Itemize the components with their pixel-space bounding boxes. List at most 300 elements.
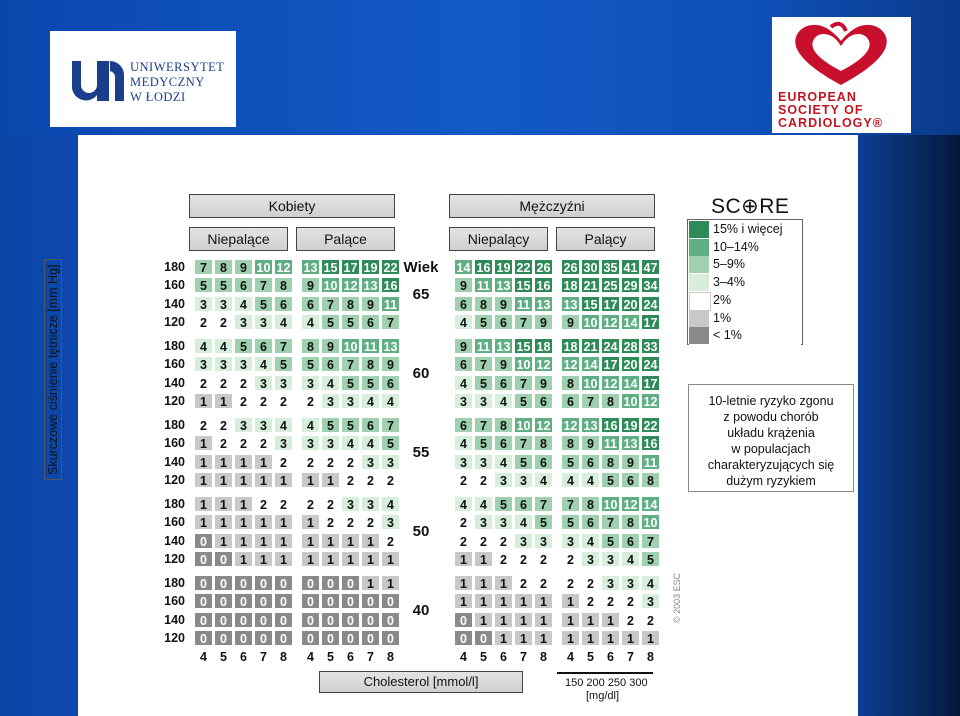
risk-cell: 0 [361, 630, 380, 646]
risk-cell: 13 [561, 296, 580, 312]
cholesterol-tick: 8 [387, 650, 394, 664]
risk-cell: 2 [474, 472, 493, 488]
cholesterol-tick: 8 [540, 650, 547, 664]
risk-note: 10-letnie ryzyko zgonu z powodu chorób układu krążenia w populacjach charakteryzujących się dużym ryzykiem [688, 384, 854, 492]
risk-cell: 1 [254, 514, 273, 530]
risk-cell: 8 [601, 393, 620, 409]
risk-cell: 0 [381, 612, 400, 628]
legend-swatch [689, 310, 709, 327]
risk-cell: 7 [274, 338, 293, 354]
esc-logo [772, 17, 911, 133]
legend-label: 2% [713, 292, 732, 307]
risk-cell: 33 [641, 338, 660, 354]
risk-cell: 0 [341, 612, 360, 628]
risk-cell: 2 [341, 472, 360, 488]
risk-cell: 14 [621, 375, 640, 391]
sbp-label: 160 [164, 278, 185, 293]
risk-cell: 4 [514, 514, 533, 530]
risk-cell: 5 [601, 472, 620, 488]
cholesterol-tick: 7 [260, 650, 267, 664]
risk-cell: 16 [381, 277, 400, 293]
risk-cell: 5 [301, 356, 320, 372]
risk-cell: 2 [274, 393, 293, 409]
sbp-label: 140 [164, 296, 185, 311]
risk-cell: 1 [474, 612, 493, 628]
legend-item [689, 292, 801, 310]
risk-cell: 2 [214, 314, 233, 330]
risk-cell: 2 [194, 417, 213, 433]
risk-cell: 3 [381, 454, 400, 470]
risk-cell: 1 [361, 575, 380, 591]
risk-cell: 9 [534, 375, 553, 391]
risk-cell: 3 [621, 575, 640, 591]
risk-cell: 6 [534, 454, 553, 470]
risk-cell: 1 [494, 630, 513, 646]
risk-cell: 3 [601, 575, 620, 591]
risk-cell: 6 [454, 296, 473, 312]
risk-cell: 3 [641, 593, 660, 609]
legend [687, 219, 803, 345]
risk-cell: 2 [234, 375, 253, 391]
risk-cell: 5 [194, 277, 213, 293]
risk-cell: 10 [581, 314, 600, 330]
risk-cell: 10 [514, 356, 533, 372]
risk-cell: 2 [474, 533, 493, 549]
y-axis-label: Skurczowe ciśnienie tętnicze [mm Hg] [44, 260, 62, 481]
risk-cell: 3 [234, 314, 253, 330]
risk-cell: 1 [274, 514, 293, 530]
risk-cell: 2 [301, 496, 320, 512]
risk-cell: 4 [534, 472, 553, 488]
risk-cell: 1 [194, 435, 213, 451]
legend-label: 5–9% [713, 257, 745, 272]
risk-cell: 10 [514, 417, 533, 433]
risk-cell: 13 [361, 277, 380, 293]
cholesterol-tick: 7 [367, 650, 374, 664]
sbp-label: 140 [164, 533, 185, 548]
risk-cell: 9 [321, 338, 340, 354]
risk-cell: 6 [301, 296, 320, 312]
risk-cell: 12 [601, 375, 620, 391]
risk-cell: 0 [341, 593, 360, 609]
risk-cell: 5 [361, 375, 380, 391]
risk-cell: 3 [494, 514, 513, 530]
risk-cell: 8 [641, 472, 660, 488]
sbp-label: 120 [164, 393, 185, 408]
risk-cell: 0 [194, 630, 213, 646]
risk-cell: 1 [321, 533, 340, 549]
risk-cell: 30 [581, 259, 600, 275]
risk-cell: 1 [214, 514, 233, 530]
risk-cell: 6 [454, 356, 473, 372]
risk-cell: 1 [234, 551, 253, 567]
risk-cell: 1 [561, 593, 580, 609]
risk-cell: 0 [194, 551, 213, 567]
risk-cell: 4 [234, 296, 253, 312]
mgdl-scale-line [557, 672, 653, 674]
risk-cell: 25 [601, 277, 620, 293]
risk-cell: 5 [214, 277, 233, 293]
risk-cell: 1 [454, 551, 473, 567]
cholesterol-tick: 7 [520, 650, 527, 664]
cholesterol-tick: 6 [347, 650, 354, 664]
risk-cell: 15 [514, 338, 533, 354]
risk-cell: 0 [254, 575, 273, 591]
risk-cell: 5 [474, 375, 493, 391]
risk-cell: 3 [361, 496, 380, 512]
risk-cell: 14 [621, 314, 640, 330]
risk-cell: 0 [301, 593, 320, 609]
risk-cell: 1 [534, 612, 553, 628]
risk-cell: 2 [641, 612, 660, 628]
risk-cell: 7 [321, 296, 340, 312]
risk-cell: 2 [581, 593, 600, 609]
sbp-label: 180 [164, 339, 185, 353]
risk-cell: 0 [474, 630, 493, 646]
risk-cell: 12 [641, 393, 660, 409]
risk-cell: 26 [561, 259, 580, 275]
risk-cell: 1 [641, 630, 660, 646]
risk-cell: 2 [274, 496, 293, 512]
age-label: 50 [412, 523, 430, 540]
risk-cell: 4 [641, 575, 660, 591]
risk-cell: 7 [641, 533, 660, 549]
risk-cell: 1 [214, 454, 233, 470]
sbp-label: 120 [164, 472, 185, 487]
cholesterol-tick: 4 [200, 650, 207, 664]
risk-cell: 0 [361, 593, 380, 609]
risk-cell: 2 [581, 575, 600, 591]
sub-women-nonsmoking: Niepalące [189, 227, 288, 251]
risk-cell: 0 [254, 612, 273, 628]
legend-label: 1% [713, 310, 732, 325]
legend-label: 15% i więcej [713, 222, 783, 236]
risk-cell: 3 [321, 393, 340, 409]
risk-cell: 2 [494, 533, 513, 549]
risk-cell: 8 [561, 435, 580, 451]
risk-cell: 3 [301, 375, 320, 391]
risk-cell: 0 [214, 630, 233, 646]
risk-cell: 0 [454, 612, 473, 628]
risk-cell: 1 [341, 533, 360, 549]
risk-cell: 3 [514, 472, 533, 488]
risk-cell: 7 [474, 417, 493, 433]
legend-swatch [689, 327, 709, 344]
risk-cell: 0 [194, 612, 213, 628]
risk-cell: 10 [321, 277, 340, 293]
risk-cell: 0 [274, 630, 293, 646]
risk-cell: 1 [601, 630, 620, 646]
risk-cell: 2 [561, 551, 580, 567]
risk-cell: 5 [474, 314, 493, 330]
risk-cell: 9 [494, 296, 513, 312]
risk-cell: 2 [341, 454, 360, 470]
risk-cell: 4 [454, 375, 473, 391]
risk-cell: 5 [341, 417, 360, 433]
risk-cell: 0 [214, 593, 233, 609]
sbp-label: 140 [164, 612, 185, 627]
sbp-label: 120 [164, 551, 185, 566]
risk-cell: 9 [581, 435, 600, 451]
legend-label: 10–14% [713, 239, 759, 254]
risk-cell: 7 [561, 496, 580, 512]
risk-cell: 8 [561, 375, 580, 391]
sbp-label: 180 [164, 260, 185, 274]
risk-cell: 9 [381, 356, 400, 372]
risk-cell: 6 [494, 314, 513, 330]
risk-cell: 4 [361, 435, 380, 451]
risk-cell: 3 [341, 393, 360, 409]
risk-cell: 13 [534, 296, 553, 312]
risk-cell: 1 [214, 533, 233, 549]
risk-cell: 6 [274, 296, 293, 312]
risk-cell: 6 [254, 338, 273, 354]
risk-cell: 9 [301, 277, 320, 293]
risk-cell: 5 [254, 296, 273, 312]
risk-cell: 5 [321, 314, 340, 330]
risk-cell: 3 [534, 533, 553, 549]
risk-cell: 21 [581, 277, 600, 293]
risk-cell: 4 [301, 417, 320, 433]
risk-cell: 1 [514, 612, 533, 628]
risk-cell: 3 [214, 356, 233, 372]
risk-cell: 1 [321, 551, 340, 567]
risk-cell: 47 [641, 259, 660, 275]
score-title: SC⊕RE [711, 195, 790, 218]
header-men: Mężczyźni [449, 194, 655, 218]
risk-cell: 3 [254, 314, 273, 330]
risk-cell: 4 [381, 393, 400, 409]
risk-cell: 2 [321, 496, 340, 512]
risk-cell: 1 [194, 393, 213, 409]
risk-cell: 2 [214, 435, 233, 451]
risk-cell: 4 [561, 472, 580, 488]
risk-cell: 2 [454, 533, 473, 549]
risk-cell: 5 [561, 454, 580, 470]
risk-cell: 4 [581, 472, 600, 488]
sbp-label: 120 [164, 630, 185, 645]
risk-cell: 1 [234, 496, 253, 512]
risk-cell: 13 [381, 338, 400, 354]
risk-cell: 4 [381, 496, 400, 512]
risk-cell: 3 [474, 454, 493, 470]
risk-cell: 18 [534, 338, 553, 354]
risk-cell: 1 [301, 472, 320, 488]
risk-cell: 9 [454, 277, 473, 293]
risk-cell: 1 [194, 454, 213, 470]
risk-cell: 3 [301, 435, 320, 451]
risk-cell: 3 [514, 533, 533, 549]
umed-logo-mark [70, 59, 126, 101]
risk-cell: 12 [621, 496, 640, 512]
legend-item [689, 221, 801, 239]
risk-cell: 1 [234, 533, 253, 549]
risk-cell: 19 [361, 259, 380, 275]
risk-cell: 0 [234, 575, 253, 591]
risk-cell: 8 [581, 496, 600, 512]
risk-cell: 11 [641, 454, 660, 470]
risk-cell: 5 [514, 393, 533, 409]
risk-cell: 7 [381, 417, 400, 433]
risk-cell: 1 [454, 593, 473, 609]
risk-cell: 5 [274, 356, 293, 372]
risk-cell: 12 [561, 417, 580, 433]
risk-cell: 3 [274, 435, 293, 451]
risk-cell: 16 [641, 435, 660, 451]
risk-cell: 15 [514, 277, 533, 293]
risk-cell: 13 [301, 259, 320, 275]
cholesterol-tick: 8 [280, 650, 287, 664]
risk-cell: 0 [254, 593, 273, 609]
risk-cell: 0 [234, 612, 253, 628]
risk-cell: 2 [301, 393, 320, 409]
risk-cell: 3 [234, 417, 253, 433]
risk-cell: 1 [514, 630, 533, 646]
risk-cell: 4 [581, 533, 600, 549]
risk-cell: 1 [381, 575, 400, 591]
risk-cell: 0 [274, 575, 293, 591]
risk-cell: 34 [641, 277, 660, 293]
risk-cell: 3 [361, 454, 380, 470]
risk-cell: 2 [494, 551, 513, 567]
risk-cell: 8 [361, 356, 380, 372]
sbp-label: 140 [164, 375, 185, 390]
risk-cell: 2 [361, 514, 380, 530]
risk-cell: 5 [561, 514, 580, 530]
risk-cell: 0 [454, 630, 473, 646]
risk-cell: 0 [194, 575, 213, 591]
risk-cell: 14 [454, 259, 473, 275]
risk-cell: 7 [514, 375, 533, 391]
risk-cell: 5 [514, 454, 533, 470]
risk-cell: 12 [341, 277, 360, 293]
risk-cell: 1 [194, 472, 213, 488]
risk-cell: 5 [341, 314, 360, 330]
sbp-label: 140 [164, 454, 185, 469]
risk-cell: 3 [381, 514, 400, 530]
risk-cell: 1 [254, 551, 273, 567]
risk-cell: 2 [194, 314, 213, 330]
risk-cell: 0 [214, 612, 233, 628]
risk-cell: 4 [321, 375, 340, 391]
risk-cell: 13 [581, 417, 600, 433]
risk-cell: 2 [214, 375, 233, 391]
risk-cell: 4 [454, 435, 473, 451]
cholesterol-tick: 5 [327, 650, 334, 664]
risk-cell: 8 [301, 338, 320, 354]
risk-cell: 0 [321, 630, 340, 646]
risk-cell: 1 [301, 533, 320, 549]
cholesterol-tick: 4 [307, 650, 314, 664]
risk-cell: 7 [474, 356, 493, 372]
cholesterol-tick: 4 [567, 650, 574, 664]
esc-logo-text: EUROPEAN SOCIETY OF CARDIOLOGY® [778, 90, 883, 130]
cholesterol-tick: 5 [587, 650, 594, 664]
risk-cell: 0 [361, 612, 380, 628]
age-header: Wiek [403, 259, 439, 276]
risk-cell: 2 [341, 514, 360, 530]
risk-cell: 7 [254, 277, 273, 293]
risk-cell: 5 [641, 551, 660, 567]
risk-cell: 17 [341, 259, 360, 275]
risk-cell: 6 [361, 417, 380, 433]
umed-logo-text: UNIWERSYTET MEDYCZNY W ŁODZI [130, 60, 225, 104]
cholesterol-tick: 7 [627, 650, 634, 664]
risk-cell: 8 [341, 296, 360, 312]
risk-cell: 11 [361, 338, 380, 354]
sbp-label: 160 [164, 357, 185, 372]
risk-cell: 28 [621, 338, 640, 354]
risk-cell: 8 [214, 259, 233, 275]
risk-cell: 8 [274, 277, 293, 293]
risk-cell: 3 [601, 551, 620, 567]
risk-cell: 3 [454, 393, 473, 409]
risk-cell: 0 [301, 575, 320, 591]
risk-cell: 19 [494, 259, 513, 275]
risk-cell: 6 [381, 375, 400, 391]
legend-item [689, 274, 801, 292]
risk-cell: 15 [321, 259, 340, 275]
risk-cell: 13 [494, 338, 513, 354]
risk-cell: 2 [361, 472, 380, 488]
risk-cell: 10 [341, 338, 360, 354]
risk-cell: 1 [301, 514, 320, 530]
risk-cell: 7 [514, 314, 533, 330]
risk-cell: 3 [321, 435, 340, 451]
risk-cell: 19 [621, 417, 640, 433]
risk-cell: 10 [581, 375, 600, 391]
risk-cell: 9 [561, 314, 580, 330]
risk-cell: 1 [494, 575, 513, 591]
risk-cell: 2 [534, 575, 553, 591]
risk-cell: 4 [301, 314, 320, 330]
risk-cell: 1 [534, 630, 553, 646]
risk-cell: 3 [561, 533, 580, 549]
risk-cell: 11 [601, 435, 620, 451]
risk-cell: 2 [601, 593, 620, 609]
legend-swatch [689, 256, 709, 273]
risk-cell: 2 [621, 593, 640, 609]
cholesterol-tick: 6 [240, 650, 247, 664]
risk-cell: 2 [234, 393, 253, 409]
risk-cell: 17 [641, 375, 660, 391]
risk-cell: 1 [561, 612, 580, 628]
risk-cell: 0 [381, 593, 400, 609]
risk-cell: 5 [534, 514, 553, 530]
sbp-label: 160 [164, 436, 185, 451]
risk-cell: 7 [581, 393, 600, 409]
risk-cell: 0 [301, 612, 320, 628]
cholesterol-tick: 8 [647, 650, 654, 664]
risk-cell: 4 [494, 393, 513, 409]
sbp-label: 160 [164, 594, 185, 609]
risk-cell: 4 [214, 338, 233, 354]
risk-cell: 10 [641, 514, 660, 530]
risk-cell: 2 [254, 393, 273, 409]
risk-cell: 1 [361, 533, 380, 549]
risk-cell: 4 [454, 496, 473, 512]
risk-cell: 2 [381, 472, 400, 488]
risk-cell: 6 [581, 514, 600, 530]
risk-cell: 1 [214, 496, 233, 512]
risk-cell: 2 [454, 472, 473, 488]
risk-cell: 2 [254, 496, 273, 512]
risk-cell: 17 [601, 296, 620, 312]
risk-cell: 8 [494, 417, 513, 433]
risk-cell: 0 [381, 630, 400, 646]
legend-swatch [689, 221, 709, 238]
legend-swatch [689, 274, 709, 291]
